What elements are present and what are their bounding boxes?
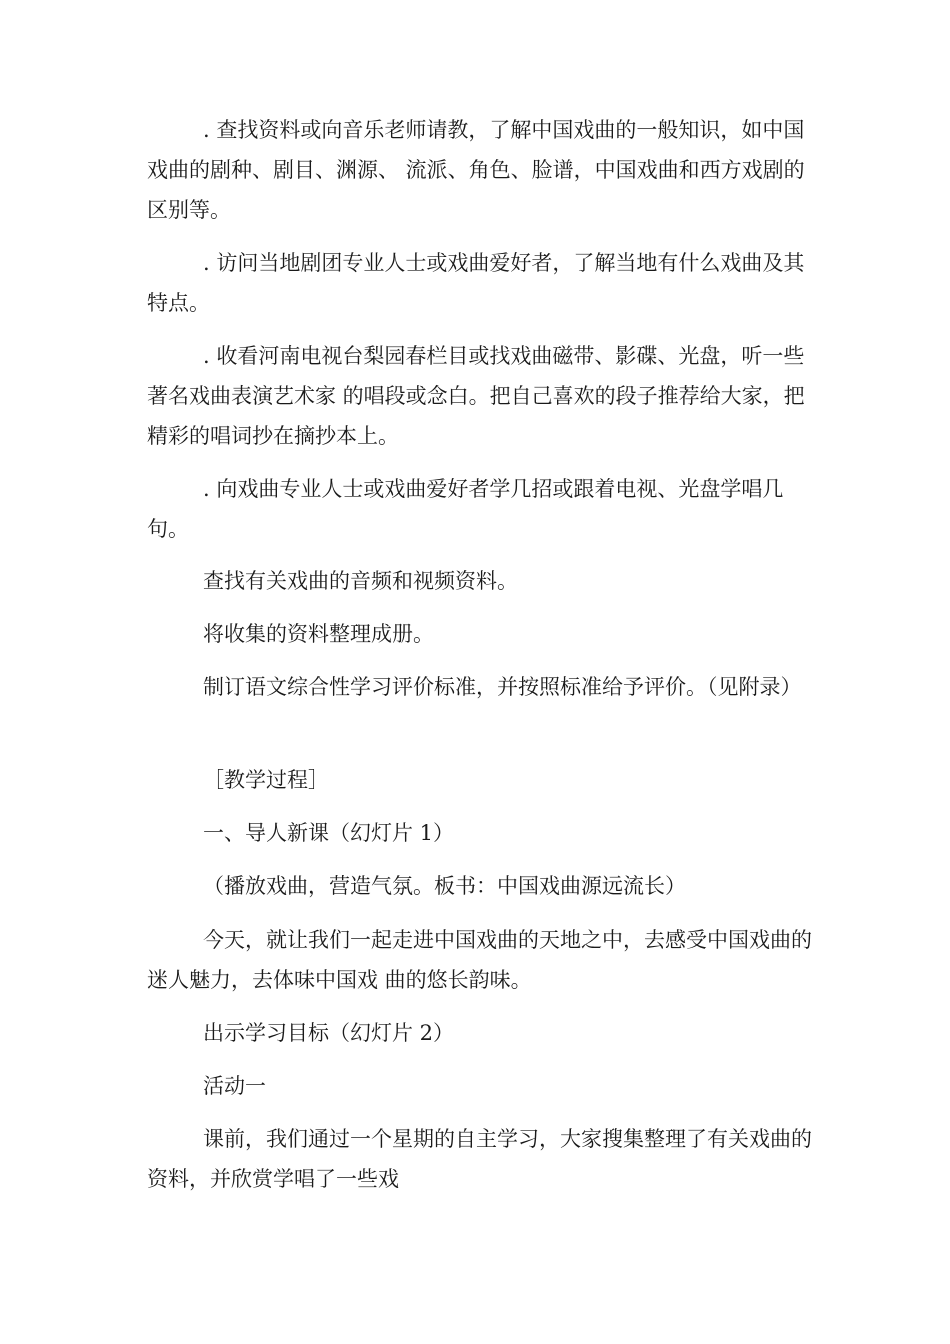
paragraph-intro-new-lesson: 一、导人新课（幻灯片 1） <box>203 821 455 845</box>
paragraph-play-opera: （播放戏曲，营造气氛。板书：中国戏曲源远流长） <box>203 874 686 898</box>
paragraph-before-class: 课前，我们通过一个星期的自主学习，大家搜集整理了有关戏曲的资料，并欣赏学唱了一些戏 <box>147 1127 812 1191</box>
paragraph-watch-liyuanchun: . 收看河南电视台梨园春栏目或找戏曲磁带、影碟、光盘，听一些著名戏曲表演艺术家 的唱段或念白。把自己喜欢的段子推荐给大家，把精彩的唱词抄在摘抄本上。 <box>147 344 805 448</box>
section-heading-teaching-process: ［教学过程］ <box>203 768 329 792</box>
paragraph-show-objectives: 出示学习目标（幻灯片 2） <box>203 1021 455 1045</box>
paragraph-research-opera-knowledge: . 查找资料或向音乐老师请教，了解中国戏曲的一般知识，如中国戏曲的剧种、剧目、渊源、 流派、角色、脸谱，中国戏曲和西方戏剧的区别等。 <box>147 118 805 222</box>
paragraph-activity-one: 活动一 <box>203 1074 266 1098</box>
paragraph-evaluation-standard: 制订语文综合性学习评价标准，并按照标准给予评价。（见附录） <box>203 675 802 699</box>
paragraph-visit-local-troupe: . 访问当地剧团专业人士或戏曲爱好者，了解当地有什么戏曲及其特点。 <box>147 251 805 315</box>
paragraph-find-audio-video: 查找有关戏曲的音频和视频资料。 <box>203 569 518 593</box>
paragraph-today-intro: 今天，就让我们一起走进中国戏曲的天地之中，去感受中国戏曲的迷人魅力，去体味中国戏 曲的悠长韵味。 <box>147 928 812 992</box>
paragraph-compile-materials: 将收集的资料整理成册。 <box>203 622 434 646</box>
paragraph-learn-singing: . 向戏曲专业人士或戏曲爱好者学几招或跟着电视、光盘学唱几句。 <box>147 477 784 541</box>
